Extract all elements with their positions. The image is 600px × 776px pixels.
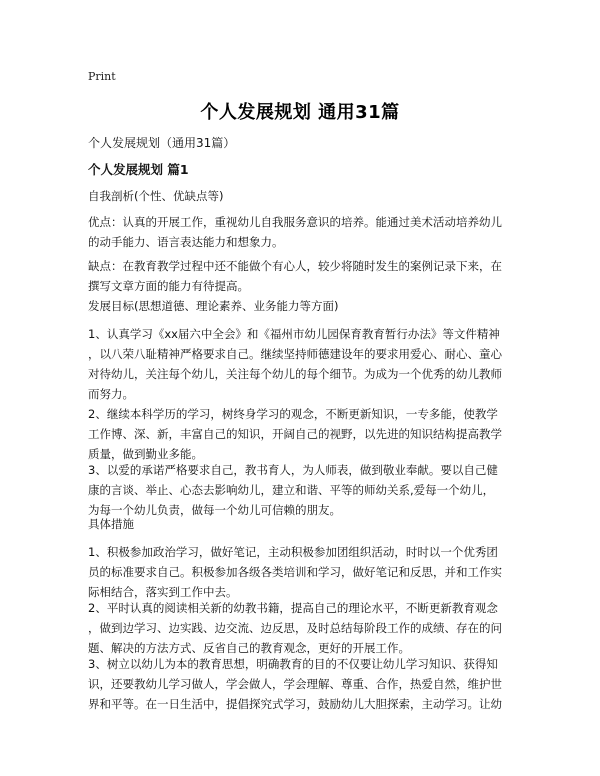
document-subtitle: 个人发展规划（通用31篇） bbox=[88, 136, 236, 150]
text-line: 的动手能力、语言表达能力和想象力。 bbox=[88, 235, 284, 249]
paragraph-measure-2 bbox=[88, 598, 518, 658]
text-line: 1、积极参加政治学习，做好笔记，主动积极参加团组织活动，时时以一个优秀团 bbox=[88, 545, 498, 559]
print-label: Print bbox=[88, 70, 116, 83]
paragraph-goal-3 bbox=[88, 460, 518, 520]
text-line: ，做到边学习、边实践、边交流、边反思，及时总结每阶段工作的成绩、存在的问 bbox=[88, 621, 502, 635]
text-line: 1、认真学习《xx届六中全会》和《福州市幼儿园保育教育暂行办法》等文件精神 bbox=[88, 327, 500, 341]
text-line: 3、树立以幼儿为本的教育思想，明确教育的目的不仅要让幼儿学习知识、获得知 bbox=[88, 657, 498, 671]
text-line: 为每一个幼儿负责，做每一个幼儿可信赖的朋友。 bbox=[88, 503, 341, 517]
paragraph-goal-1 bbox=[88, 324, 518, 404]
text-line: 际相结合，落实到工作中去。 bbox=[88, 585, 238, 599]
text-line: 3、以爱的承诺严格要求自己，教书育人，为人师表，做到敬业奉献。要以自己健 bbox=[88, 463, 498, 477]
text-line: 缺点：在教育教学过程中还不能做个有心人，较少将随时发生的案例记录下来，在 bbox=[88, 259, 502, 273]
paragraph-goals-heading bbox=[88, 296, 518, 316]
text-line: 识，还要教幼儿学习做人，学会做人，学会理解、尊重、合作，热爱自然，维护世 bbox=[88, 677, 502, 691]
text-line: ，以八荣八耻精神严格要求自己。继续坚持师德建设年的要求用爱心、耐心、童心 bbox=[88, 347, 502, 361]
section-heading: 个人发展规划 篇1 bbox=[88, 162, 189, 177]
text-line: 界和平等。在一日生活中，提倡探究式学习，鼓励幼儿大胆探索，主动学习。让幼 bbox=[88, 697, 502, 711]
text-line: 优点：认真的开展工作，重视幼儿自我服务意识的培养。能通过美术活动培养幼儿 bbox=[88, 215, 502, 229]
text-line: 2、继续本科学历的学习，树终身学习的观念，不断更新知识，一专多能，使教学 bbox=[88, 407, 498, 421]
text-line: 撰写文章方面的能力有待提高。 bbox=[88, 279, 249, 293]
text-line: 康的言谈、举止、心态去影响幼儿，建立和谐、平等的师幼关系,爱每一个幼儿， bbox=[88, 483, 495, 497]
text-line: 工作博、深、新，丰富自己的知识，开阔自己的视野，以先进的知识结构提高教学 bbox=[88, 427, 502, 441]
text-line: 发展目标(思想道德、理论素养、业务能力等方面) bbox=[88, 299, 339, 313]
paragraph-self-analysis bbox=[88, 186, 518, 206]
paragraph-measure-1 bbox=[88, 542, 518, 602]
text-line: 而努力。 bbox=[88, 387, 134, 401]
text-line: 具体措施 bbox=[88, 517, 134, 531]
text-line: 2、平时认真的阅读相关新的幼教书籍，提高自己的理论水平，不断更新教育观念 bbox=[88, 601, 498, 615]
paragraph-goal-2 bbox=[88, 404, 518, 464]
paragraph-weaknesses bbox=[88, 256, 518, 296]
paragraph-measures-heading bbox=[88, 514, 518, 534]
document-title: 个人发展规划 通用31篇 bbox=[200, 102, 400, 123]
text-line: 质量，做到勤业多能。 bbox=[88, 447, 203, 461]
text-line: 自我剖析(个性、优缺点等) bbox=[88, 189, 224, 203]
paragraph-strengths bbox=[88, 212, 518, 252]
paragraph-measure-3 bbox=[88, 654, 518, 714]
text-line: 题、解决的方法方式、反省自己的教育观念，更好的开展工作。 bbox=[88, 641, 410, 655]
text-line: 员的标准要求自己。积极参加各级各类培训和学习，做好笔记和反思，并和工作实 bbox=[88, 565, 502, 579]
text-line: 对待幼儿，关注每个幼儿，关注每个幼儿的每个细节。为成为一个优秀的幼儿教师 bbox=[88, 367, 502, 381]
